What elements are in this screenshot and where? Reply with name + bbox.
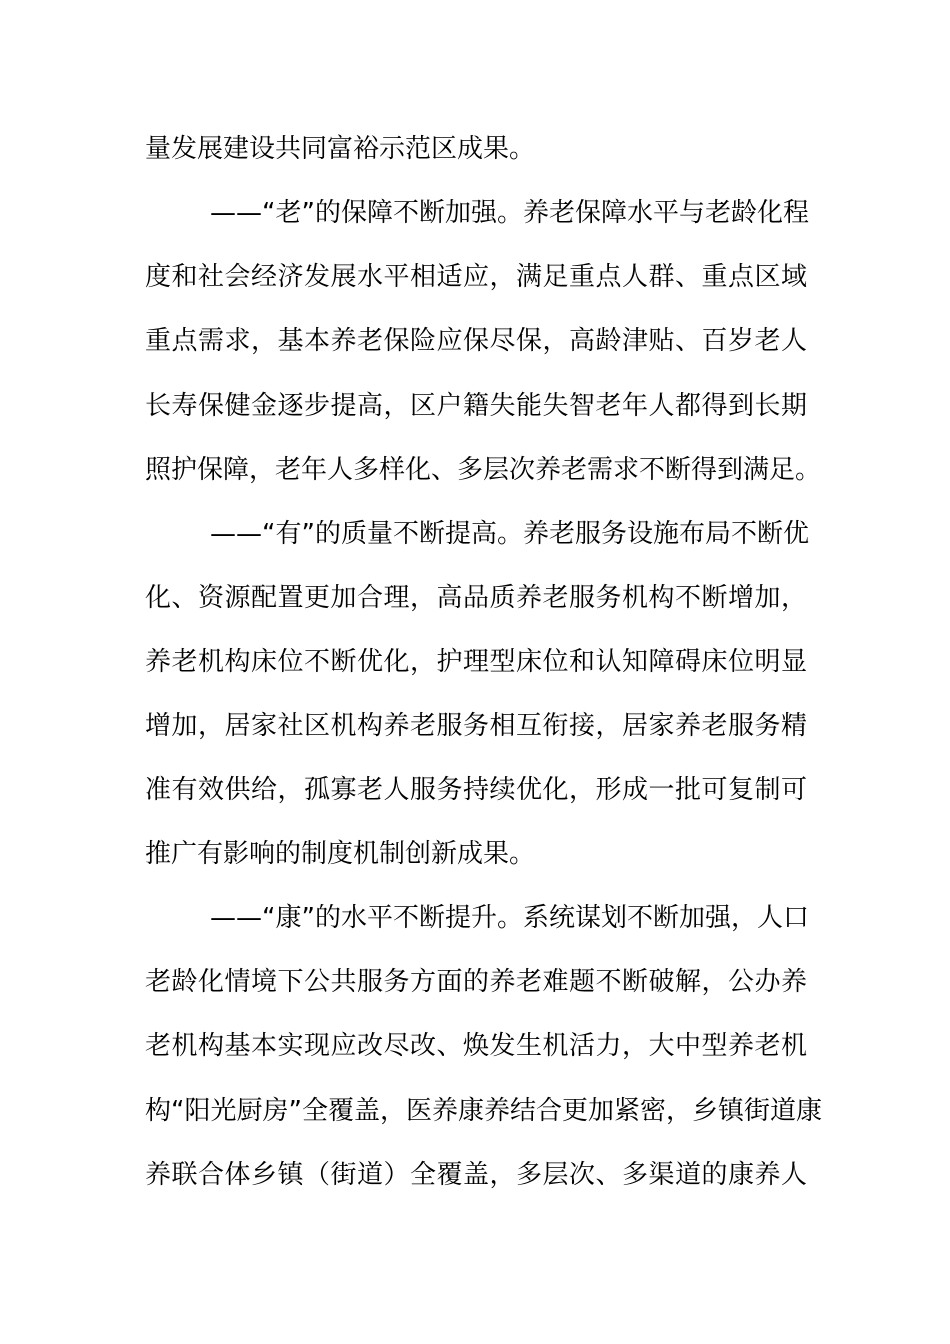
text-line: 推广有影响的制度机制创新成果。 xyxy=(145,839,536,869)
text-line: 量发展建设共同富裕示范区成果。 xyxy=(145,134,536,164)
text-line: 养联合体乡镇（街道）全覆盖，多层次、多渠道的康养人 xyxy=(145,1160,807,1190)
text-line: 增加，居家社区机构养老服务相互衔接，居家养老服务精 xyxy=(145,711,807,741)
paragraph-first-line: ——“有”的质量不断提高。养老服务设施布局不断优 xyxy=(210,519,809,549)
text-line: 准有效供给，孤寡老人服务持续优化，形成一批可复制可 xyxy=(145,775,807,805)
text-line: 老机构基本实现应改尽改、焕发生机活力，大中型养老机 xyxy=(145,1031,807,1061)
text-line: 照护保障，老年人多样化、多层次养老需求不断得到满足。 xyxy=(145,455,822,485)
text-line: 长寿保健金逐步提高，区户籍失能失智老年人都得到长期 xyxy=(145,391,807,421)
text-line: 重点需求，基本养老保险应保尽保，高龄津贴、百岁老人 xyxy=(145,326,807,356)
paragraph-first-line: ——“康”的水平不断提升。系统谋划不断加强，人口 xyxy=(210,903,809,933)
text-line: 构“阳光厨房”全覆盖，医养康养结合更加紧密，乡镇街道康 xyxy=(145,1096,822,1126)
paragraph-first-line: ——“老”的保障不断加强。养老保障水平与老龄化程 xyxy=(210,198,809,228)
text-line: 度和社会经济发展水平相适应，满足重点人群、重点区域 xyxy=(145,262,807,292)
text-line: 养老机构床位不断优化，护理型床位和认知障碍床位明显 xyxy=(145,647,807,677)
text-line: 老龄化情境下公共服务方面的养老难题不断破解，公办养 xyxy=(145,967,807,997)
text-line: 化、资源配置更加合理，高品质养老服务机构不断增加， xyxy=(145,583,807,613)
